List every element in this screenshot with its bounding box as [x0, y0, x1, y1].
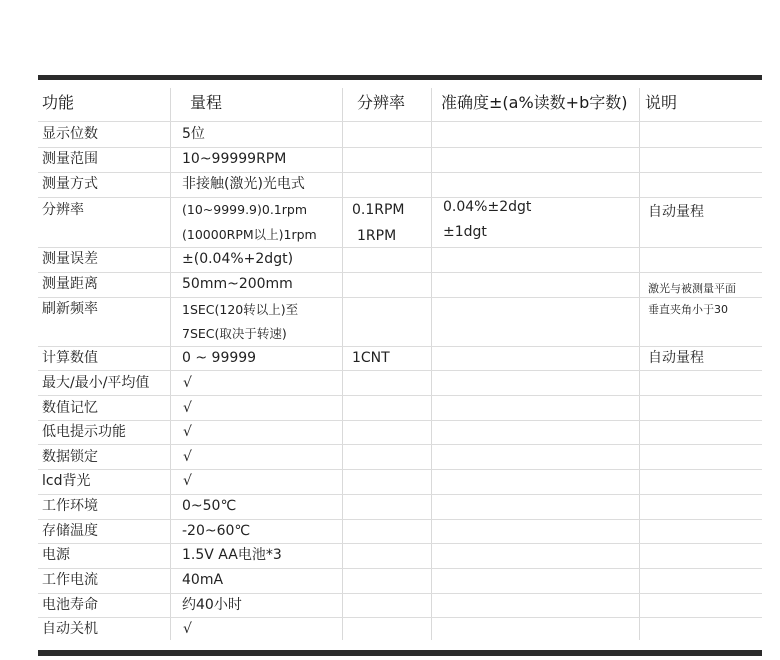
cell-function: lcd背光 [42, 473, 91, 489]
column-divider [170, 88, 171, 640]
cell-range: 40mA [182, 572, 224, 588]
cell-function: 测量距离 [42, 276, 98, 292]
cell-function: 刷新频率 [42, 301, 98, 317]
row-divider [38, 247, 762, 248]
row-divider [38, 172, 762, 173]
cell-range: -20~60℃ [182, 523, 251, 539]
row-divider [38, 617, 762, 618]
cell-function: 测量范围 [42, 151, 98, 167]
cell-resolution: 1CNT [352, 350, 390, 366]
row-divider [38, 346, 762, 347]
cell-range: √ [183, 400, 192, 416]
cell-range: 0 ~ 99999 [182, 350, 257, 366]
cell-range: √ [183, 621, 192, 637]
cell-function: 最大/最小/平均值 [42, 375, 150, 391]
row-divider [38, 420, 762, 421]
cell-range: 非接触(激光)光电式 [182, 176, 305, 192]
cell-function: 数值记忆 [42, 400, 98, 416]
cell-function: 电源 [42, 547, 70, 563]
column-divider [342, 88, 343, 640]
cell-resolution-line2: 1RPM [357, 228, 397, 244]
header-function: 功能 [42, 93, 75, 112]
cell-note: 自动量程 [648, 204, 704, 220]
cell-range: (10~9999.9)0.1rpm [182, 202, 307, 217]
cell-note-line2: 垂直夹角小于30 [648, 303, 728, 316]
cell-function: 自动关机 [42, 621, 98, 637]
cell-function: 工作电流 [42, 572, 98, 588]
row-divider [38, 121, 762, 122]
cell-function: 电池寿命 [42, 597, 98, 613]
cell-function: 测量方式 [42, 176, 98, 192]
cell-range: √ [183, 424, 192, 440]
header-resolution: 分辨率 [357, 93, 406, 112]
cell-note: 自动量程 [648, 350, 704, 366]
cell-range-line2: 7SEC(取决于转速) [182, 326, 287, 341]
row-divider [38, 147, 762, 148]
row-divider [38, 395, 762, 396]
cell-range: √ [183, 449, 192, 465]
cell-range: 0~50℃ [182, 498, 237, 514]
cell-range: 50mm~200mm [182, 276, 293, 292]
row-divider [38, 370, 762, 371]
cell-accuracy: 0.04%±2dgt [443, 199, 532, 215]
header-note: 说明 [645, 93, 678, 112]
cell-accuracy-line2: ±1dgt [443, 224, 487, 240]
row-divider [38, 494, 762, 495]
cell-range: 约40小时 [182, 597, 242, 613]
table-top-rule [38, 75, 762, 80]
row-divider [38, 519, 762, 520]
cell-range: √ [183, 473, 192, 489]
cell-function: 低电提示功能 [42, 424, 126, 440]
cell-range: 10~99999RPM [182, 151, 287, 167]
cell-range: 5位 [182, 126, 205, 142]
cell-function: 测量误差 [42, 251, 98, 267]
cell-range: 1SEC(120转以上)至 [182, 302, 299, 317]
row-divider [38, 593, 762, 594]
header-range: 量程 [190, 93, 223, 112]
column-divider [431, 88, 432, 640]
row-divider [38, 197, 762, 198]
cell-function: 分辨率 [42, 202, 84, 218]
row-divider [38, 469, 762, 470]
cell-range-line2: (10000RPM以上)1rpm [182, 227, 317, 242]
cell-range: √ [183, 375, 192, 391]
cell-function: 显示位数 [42, 126, 98, 142]
row-divider [38, 543, 762, 544]
cell-function: 存储温度 [42, 523, 98, 539]
cell-resolution: 0.1RPM [352, 202, 405, 218]
cell-range: ±(0.04%+2dgt) [182, 251, 294, 267]
cell-function: 数据锁定 [42, 449, 98, 465]
header-accuracy: 准确度±(a%读数+b字数) [441, 93, 628, 112]
row-divider [38, 272, 762, 273]
cell-range: 1.5V AA电池*3 [182, 547, 282, 563]
row-divider [38, 297, 762, 298]
row-divider [38, 444, 762, 445]
cell-note: 激光与被测量平面 [648, 282, 736, 295]
cell-function: 计算数值 [42, 350, 98, 366]
table-bottom-rule [38, 650, 762, 656]
cell-function: 工作环境 [42, 498, 98, 514]
row-divider [38, 568, 762, 569]
column-divider [639, 88, 640, 640]
